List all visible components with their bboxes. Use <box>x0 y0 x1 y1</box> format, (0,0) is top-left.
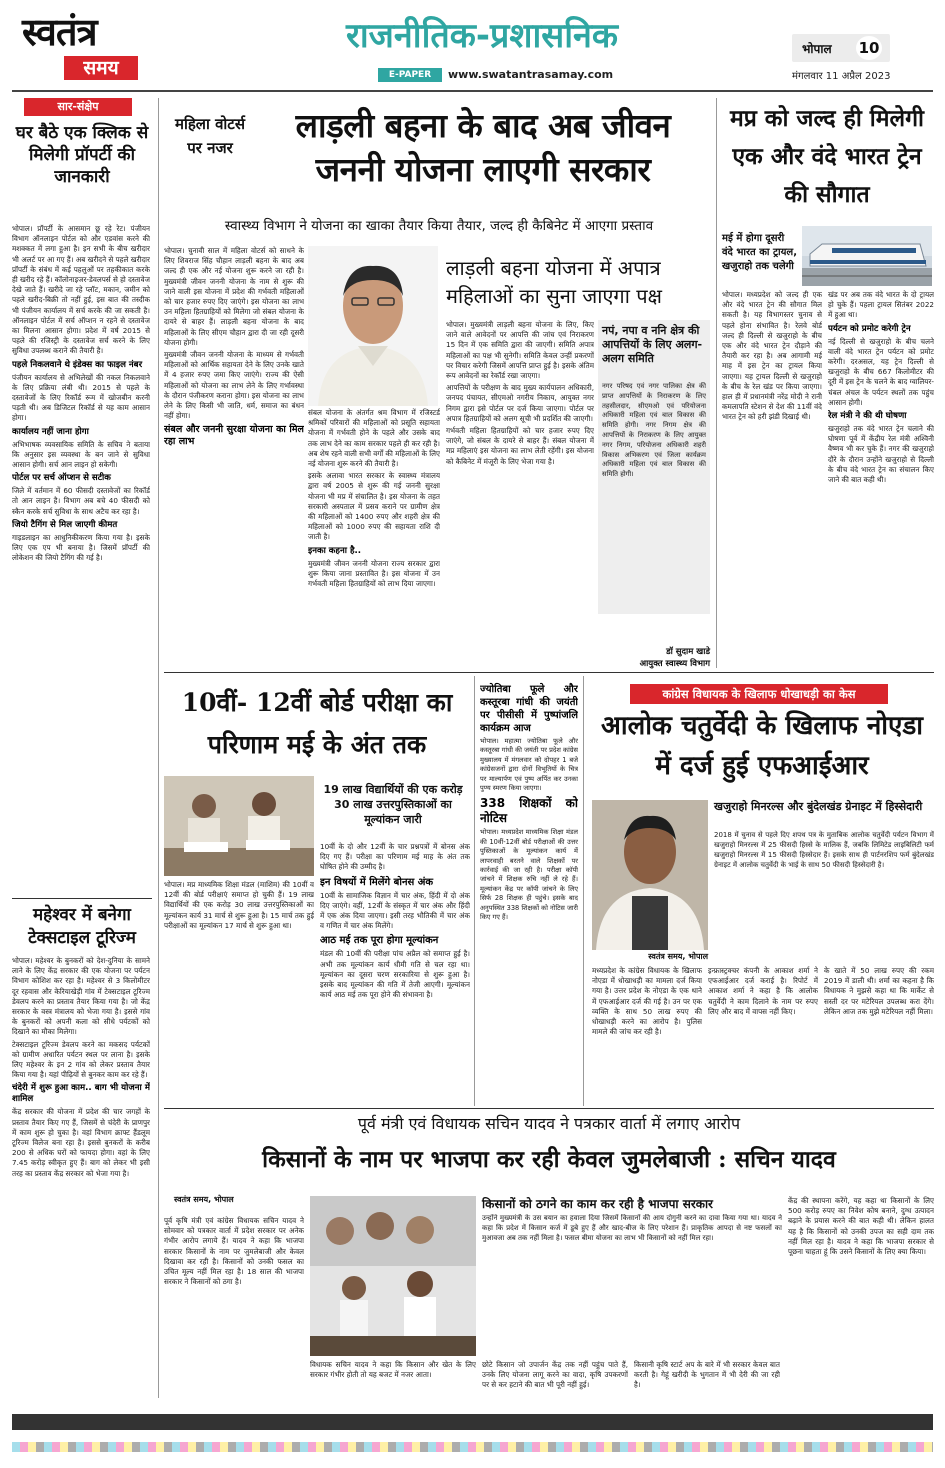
lead-col-1 <box>164 246 304 666</box>
left-sub-1: पहले निकलवाने थे इंडेक्स का फाइल नंबर <box>12 359 143 370</box>
lead-body-2: मुख्यमंत्री जीवन जननी योजना के माध्यम से गर्भवती महिलाओं को आर्थिक सहायता देने के लिए उनके खाते में 4 हजार रुपए जमा किए जाएंगे। राज्य की ऐसी महिलाओं को योजना का लाभ लेने के लिए गर्भावस्था के दौरान पंजीकरण कराना होगा। इस योजना का लाभ लेने के लिए किसी भी जाति, धर्म, समाज का बंधन नहीं होगा। <box>164 350 304 421</box>
left-body-2: पंजीयन कार्यालय से अभिलेखों की नकल निकलवाने के लिए प्रक्रिया लंबी थी। 2015 से पहले के दस्तावेजों के लिए रिकॉर्ड रूम में खोजबीन करनी पड़ती थी। अब डिजिटल रिकॉर्ड से यह काम आसान होगा। <box>12 372 150 423</box>
lead-headline: लाड़ली बहना के बाद अब जीवन जननी योजना लाएगी सरकार <box>295 106 671 189</box>
board-headline: 10वीं- 12वीं बोर्ड परीक्षा का परिणाम मई के अंत तक <box>181 688 453 759</box>
sachin-body-4: किसानी कृषि स्टार्ट अप के बारे में भी सरकार केवल बात करती है। गेहूं खरीदी के भुगतान में भी देरी की जा रही है। <box>634 1360 780 1390</box>
jyoti-sub: 338 शिक्षकों को नोटिस <box>480 796 578 826</box>
lead-body-3: संबल योजना के अंतर्गत श्रम विभाग में रजिस्टर्ड श्रमिकों परिवारों की महिलाओं को प्रसूति सहायता योजना में गर्भवती होने के पहले और उसके बाद तक लाभ देने का काम सरकार पहले ही कर रही है। अब शेष रहने वाली सभी वर्गों की महिलाओं के लिए नई योजना शुरू करने की तैयारी है। <box>308 408 440 469</box>
train-photo <box>802 226 932 286</box>
jyoti-headline: ज्योतिबा फूले और कस्तूरबा गांधी की जयंती पर पीसीसी में पुष्पांजलि कार्यक्रम आज <box>480 684 578 734</box>
lead-body-4: इसके अलावा भारत सरकार के स्वास्थ्य मंत्रालय द्वारा वर्ष 2005 से शुरू की गई जननी सुरक्षा योजना भी मप्र में संचालित है। इस योजना के तहत सरकारी अस्पताल में प्रसव कराने पर ग्रामीण क्षेत्र की महिलाओं को 1400 रुपए और शहरी क्षेत्र की महिलाओं को 1000 रुपए की सहायता राशि दी जाती है। <box>308 471 440 542</box>
board-rule <box>474 676 475 1106</box>
board-col-right <box>320 842 470 1106</box>
masthead <box>0 0 945 96</box>
lead-body-5: मुख्यमंत्री जीवन जननी योजना राज्य सरकार द्वारा शुरू किया जाना प्रस्तावित है। इस योजना में उन गर्भवती महिला हितग्राहियों को लाभ दिया जाएगा। <box>308 558 440 589</box>
left-body-7: टेक्सटाइल टूरिज्म डेवलप करने का मकसद पर्यटकों को ग्रामीण अधारित पर्यटन स्थल पर लाना है। इसके लिए महेश्वर के इन 2 गांव को लेकर प्रस्ताव तैयार किया गया है। यहां पीढ़ियों से बुनकर काम कर रहे हैं। <box>12 1039 150 1080</box>
press-conference-icon <box>310 1196 476 1356</box>
date: मंगलवार 11 अप्रैल 2023 <box>792 71 891 82</box>
left-headline-2: महेश्वर में बनेगा टेक्सटाइल टूरिज्म <box>28 905 136 948</box>
left-sub-3: पोर्टल पर सर्च ऑप्शन से सटीक <box>12 473 111 484</box>
left-sub-5: चंदेरी में शुरू हुआ काम.. बाग भी योजना में शामिल <box>12 1083 150 1105</box>
mid-rule <box>164 672 934 673</box>
board-body-3: भोपाल। मप्र माध्यमिक शिक्षा मंडल (माशिम) की 10वीं व 12वीं की बोर्ड परीक्षाएं समाप्त हो चुकी हैं। 19 लाख विद्यार्थियों की एक करोड़ 30 लाख उत्तरपुस्तिकाओं का मूल्यांकन कार्य 31 मार्च से शुरू हुआ है। 15 मार्च तक हुई परीक्षाओं का मूल्यांकन 17 मार्च से शुरू हुआ था। <box>164 880 314 930</box>
ladli-body-1: भोपाल। मुख्यमंत्री लाड़ली बहना योजना के लिए, किए जाने वाले आवेदनों पर आपत्ति की जांच एवं निराकरण 15 दिन में एक समिति द्वारा की जाएगी। समिति अपात्र महिलाओं का पक्ष भी सुनेगी। समिति केवल उन्हीं प्रकरणों पर विचार करेगी जिसमें आपत्ति प्राप्त हुई है। इसके अंतिम रूप आवेदनों का रेकॉर्ड रखा जाएगा। <box>446 320 594 381</box>
city-page-box <box>792 34 890 62</box>
masthead-rule <box>12 90 933 92</box>
alok-photo-caption: स्वतंत्र समय, भोपाल <box>648 952 708 961</box>
train-photo-caption: मई में होगा दूसरी वंदे भारत का ट्रायल, खजुराहो तक चलेगी <box>722 233 798 272</box>
jyoti-body-1: भोपाल। महात्मा ज्योतिबा फूले और कस्तूरबा गांधी की जयंती पर प्रदेश कांग्रेस मुख्यालय में मंगलवार को दोपहर 1 बजे कांग्रेसजनों द्वारा दोनों विभूतियों के चित्र पर माल्यार्पण एवं पुष्प अर्पित कर उनका पुण्य स्मरण किया जाएगा। <box>480 737 578 793</box>
sachin-col-1 <box>164 1216 304 1400</box>
logo-bottom: समय <box>64 56 138 80</box>
ladli-headline: लाड़ली बहना योजना में अपात्र महिलाओं का सुना जाएगा पक्ष <box>446 256 662 308</box>
board-body-2: 10वीं के सामाजिक विज्ञान में चार अंक, हिंदी में दो अंक दिए जाएंगे। वहीं, 12वीं के संस्कृत में चार अंक और हिंदी में एक अंक दिया जाएगा। इसी तरह भौतिकी में चार अंक व गणित में चार अंक मिलेंगे। <box>320 890 470 931</box>
ladli-box-head: नपं, नपा व ननि क्षेत्र की आपत्तियों के लिए अलग-अलग समिति <box>602 324 703 365</box>
alok-body-3: इन्फ्रास्ट्रक्चर कंपनी के आकाश शर्मा ने एफआईआर दर्ज कराई है। रिपोर्ट में आकाश शर्मा ने कहा है कि आलोक चतुर्वेदी ने काम दिलाने के नाम पर रुपए लिए और बाद में वापस नहीं किए। <box>708 966 818 1016</box>
cm-portrait <box>308 246 438 406</box>
train-body-2: खंड पर अब तक वंदे भारत के दो ट्रायल हो चुके हैं। पहला ट्रायल सितंबर 2022 में हुआ था। <box>828 290 934 320</box>
left-body-6: भोपाल। महेश्वर के बुनकरों को देश-दुनिया के सामने लाने के लिए केंद्र सरकार की एक योजना पर पर्यटन विभाग कोशिश कर रहा है। महेश्वर से 3 किलोमीटर दूर रहवास और केरियाखेड़ी गांव में टेक्सटाइल टूरिज्म डेवलप करने का प्रस्ताव तैयार किया गया है। जो केंद्र सरकार के वस्त्र मंत्रालय को भेजा गया है। इससे गांव के बुनकरों को अपनी कला को सीधे पर्यटकों को दिखाने का मौका मिलेगा। <box>12 956 150 1037</box>
left-column <box>12 98 152 1398</box>
alok-kicker: कांग्रेस विधायक के खिलाफ धोखाधड़ी का केस <box>630 684 888 704</box>
sachin-kicker: पूर्व मंत्री एवं विधायक सचिन यादव ने पत्रकार वार्ता में लगाए आरोप <box>357 1114 741 1133</box>
sachin-body-1: पूर्व कृषि मंत्री एवं कांग्रेस विधायक सचिन यादव ने सोमवार को पत्रकार वार्ता में प्रदेश सरकार पर अनेक गंभीर आरोप लगाये हैं। यादव ने कहा कि भाजपा सरकार किसानों के नाम पर जुमलेबाजी और केवल दिखावा कर रही है। किसानों को उनकी फसल का उचित मूल्य नहीं मिल रहा है। 18 साल की भाजपा सरकार ने किसानों को ठगा है। <box>164 1216 304 1287</box>
alok-col-3 <box>824 966 934 1106</box>
lead-body-1: भोपाल। चुनावी साल में महिला वोटर्स को साधने के लिए शिवराज सिंह चौहान लाड़ली बहना के बाद अब जल्द ही एक और नई योजना शुरू करने जा रही है। मुख्यमंत्री जीवन जननी योजना के नाम से शुरू की जाने वाली इस योजना में प्रदेश की गर्भवती महिलाओं को चार हजार रुपए दिए जाएंगे। इस योजना का लाभ उन महिला हितग्राहियों को मिलेगा जो संबल योजना के दायरे से बाहर हैं। लाड़ली बहना योजना के बाद महिलाओं के लिए सीएम चौहान द्वारा दी जा रही दूसरी योजना होगी। <box>164 246 304 347</box>
lead-sub-1: संबल और जननी सुरक्षा योजना का मिल रहा लाभ <box>164 424 304 448</box>
board-sub-1: इन विषयों में मिलेंगे बोनस अंक <box>320 876 434 888</box>
person-portrait-icon <box>592 800 708 950</box>
exam-photo <box>164 776 314 876</box>
ladli-body-2: आपत्तियों के परीक्षण के बाद मुख्य कार्यपालन अधिकारी, जनपद पंचायत, सीएमओ नगरीय निकाय, आयुक्त नगर निगम द्वारा इसे पोर्टल पर दर्ज किया जाएगा। पोर्टल पर अपात्र हितग्राहियों को अलग सूची भी प्रदर्शित की जाएगी। <box>446 383 594 423</box>
alok-body-2: मध्यप्रदेश के कांग्रेस विधायक के खिलाफ नोएडा में धोखाधड़ी का मामला दर्ज किया गया है। उत्तर प्रदेश के नोएडा के एक थाने में एफआईआर दर्ज की गई है। उन पर एक व्यक्ति के साथ 50 लाख रुपए की धोखाधड़ी करने का आरोप है। पुलिस मामले की जांच कर रही है। <box>592 966 702 1037</box>
left-body-lower <box>12 956 150 1396</box>
quote-role: आयुक्त स्वास्थ्य विभाग <box>639 659 710 669</box>
train-col-2 <box>828 290 934 668</box>
page-number: 10 <box>856 36 882 60</box>
train-icon <box>802 226 932 286</box>
board-body-4: मंडल की 10वीं की परीक्षा पांच अप्रैल को समाप्त हुई है। अभी तक मूल्यांकन कार्य धीमी गति से चल रहा था। मूल्यांकन का दूसरा चरण सरकारिया से शुरू हुआ है। इसके बाद मूल्यांकन की गति में तेजी आएगी। मूल्यांकन कार्य आठ मई तक पूरा होने की संभावना है। <box>320 949 470 1000</box>
alok-col-2 <box>708 966 818 1106</box>
ladli-col-1 <box>446 320 594 668</box>
press-conference-photo <box>310 1196 476 1356</box>
lead-kicker: महिला वोटर्स पर नजर <box>174 115 246 157</box>
train-body-1: भोपाल। मध्यप्रदेश को जल्द ही एक और वंदे भारत ट्रेन की सौगात मिल सकती है। यह विभागस्तर चुनाव से पहले होना संभावित है। रेलवे बोर्ड जल्द ही दिल्ली से खजुराहो के बीच एक और वंदे भारत ट्रेन दौड़ाने की तैयारी कर रहा है। अब आगामी मई माह में इस ट्रेन का ट्रायल किया जाएगा। यह ट्रायल दिल्ली से खजुराहो के बीच के रेल खंड पर किया जाएगा। हाल ही में प्रधानमंत्री नरेंद्र मोदी ने रानी कमलापति स्टेशन से देश की 11वीं वंदे भारत ट्रेन को हरी झंडी दिखाई थी। <box>722 290 822 422</box>
quote-name: डॉ सुदाम खाडे <box>666 647 710 657</box>
left-body-1: भोपाल। प्रॉपर्टी के आसमान छू रहे रेट। पंजीयन विभाग ऑनलाइन पोर्टल को और एडवांस करने की मशक्कत में लगा हुआ है। इन सभी के बीच खरीदार भी अलर्ट पर आ गए हैं। अब खरीदने से पहले खरीदार प्रॉपर्टी के संबंध में कई पहलुओं पर तहकीकात करके ही खरीद रहे हैं। कॉलोनाइजर-डेवलपर्स से हो दस्तावेज देखे जाते हैं। खरीदे जा रहे प्लॉट, मकान, जमीन को पहले खरीद-बिक्री तो नहीं हुई, इस बात की तस्दीक भी पंजीयन कार्यालय में सर्च करके की जा सकती है। ऑनलाइन पोर्टल में सर्च ऑप्शन न रहने से दस्तावेज का मिलना आसान होगा। प्रदेश में वर्ष 2015 से पहले की रजिस्ट्री के दस्तावेज सर्च करने के लिए सुविधा उपलब्ध कराने की तैयारी है। <box>12 224 150 356</box>
lead-col-2 <box>308 408 440 670</box>
left-headline: घर बैठे एक क्लिक से मिलेगी प्रॉपर्टी की जानकारी <box>15 123 149 187</box>
alok-col-1 <box>592 966 702 1106</box>
train-sub-2: रेल मंत्री ने की थी घोषणा <box>828 411 907 422</box>
board-body-1: 10वीं के दो और 12वीं के चार प्रश्नपत्रों में बोनस अंक दिए गए हैं। परीक्षा का परिणाम मई माह के अंत तक घोषित होने की उम्मीद है। <box>320 842 470 872</box>
jyoti-body-2: भोपाल। मध्यप्रदेश माध्यमिक शिक्षा मंडल की 10वीं-12वीं बोर्ड परीक्षाओं की उत्तर पुस्तिकाओं के मूल्यांकन कार्य में लापरवाही बरतने वाले शिक्षकों पर कार्रवाई की जा रही है। परीक्षा कॉपी जांचने में शिक्षक रुचि नहीं ले रहे हैं। मूल्यांकन केंद्र पर कॉपी जांचने के लिए सिर्फ 28 शिक्षक ही पहुंचे। इसके बाद अनुपस्थित 338 शिक्षकों को नोटिस जारी किए गए हैं। <box>480 828 578 922</box>
sachin-body-3: छोटे किसान जो उपार्जन केंद्र तक नहीं पहुंच पाते हैं, उनके लिए योजना लागू करने का वादा, कृषि उपकरणों पर से कर हटाने की बात भी पूरी नहीं हुई। <box>482 1360 628 1390</box>
alok-body-4: के खाते में 50 लाख रुपए की रकम 2019 में डाली थी। शर्मा का कहना है कि विधायक ने मुझसे कहा था कि मार्केट से सस्ती दर पर मटेरियल उपलब्ध करा देंगे। लेकिन आज तक मुझे मटेरियल नहीं मिला। <box>824 966 934 1016</box>
sachin-body-5: केंद्र की स्थापना करेंगे, यह कहा था किसानों के लिए 500 करोड़ रुपए का निवेश कोष बनाने, दुग्ध उत्पादन बढ़ाने के प्रयास करने की बात कही थी। लेकिन हालत यह है कि किसानों को उनकी उपज का सही दाम तक नहीं मिल रहा है। यादव ने कहा कि भाजपा सरकार से पूछना चाहता हूं कि उसने किसानों के लिए क्या किया। <box>788 1196 934 1257</box>
sachin-col-4 <box>634 1360 780 1400</box>
train-body-3: नई दिल्ली से खजुराहो के बीच चलने वाली वंदे भारत ट्रेन पर्यटन को प्रमोट करेगी। दरअसल, यह ट्रेन दिल्ली से खजुराहो के बीच 667 किलोमीटर की दूरी में इस ट्रेन के चलने के बाद ग्वालियर-चंबल अंचल के पर्यटन स्थलों तक पहुंच आसान होगी। <box>828 336 934 407</box>
ladli-box-body: नगर परिषद एवं नगर पालिका क्षेत्र की प्राप्त आपत्तियों के निराकरण के लिए तहसीलदार, सीएमओ एवं परियोजना अधिकारी महिला एवं बाल विकास की समिति होगी। नगर निगम क्षेत्र की आपत्तियों के निराकरण के लिए आयुक्त नगर निगम, परियोजना अधिकारी शहरी विकास अभिकरण एवं जिला कार्यक्रम अधिकारी महिला एवं बाल विकास की समिति होगी। <box>602 382 706 479</box>
bottom-story-rule <box>164 1108 934 1109</box>
sachin-byline: स्वतंत्र समय, भोपाल <box>174 1195 234 1204</box>
sachin-col-5 <box>788 1196 934 1400</box>
left-sub-4: जियो टैगिंग से मिल जाएगी कीमत <box>12 519 118 530</box>
website[interactable]: www.swatantrasamay.com <box>448 68 614 81</box>
board-sub-2: आठ मई तक पूरा होगा मूल्यांकन <box>320 935 439 947</box>
left-body-8: केंद्र सरकार की योजना में प्रदेश की चार जगहों के प्रस्ताव तैयार किए गए हैं, जिसमें से चंदेरी के प्राणपुर में काम शुरू हो चुका है। वहां विभाग क्राफ्ट हैंडलूम टूरिज्म विलेज बना रहा है। इससे बुनकरों के करीब 200 से अधिक घरों को फायदा होगा। वहां के लिए 7.45 करोड़ स्वीकृत हुए हैं। बाग को लेकर भी इसी तरह का प्रस्ताव केंद्र सरकार को भेजा गया है। <box>12 1107 150 1178</box>
left-body-5: गाइडलाइन का आधुनिकीकरण किया गया है। इसके लिए एक एप भी बनाया है। जिसमें प्रॉपर्टी की लोकेशन की जियो टैगिंग की गई है। <box>12 532 150 563</box>
alok-headline: आलोक चतुर्वेदी के खिलाफ नोएडा में दर्ज हुई एफआईआर <box>601 711 923 781</box>
sachin-col-3 <box>482 1360 628 1400</box>
section-title: राजनीतिक-प्रशासनिक <box>345 16 619 56</box>
jyoti-rule <box>583 676 584 1106</box>
students-exam-icon <box>164 776 314 876</box>
footer-bar <box>12 1414 933 1430</box>
train-headline: मप्र को जल्द ही मिलेगी एक और वंदे भारत ट्रेन की सौगात <box>729 105 925 208</box>
epaper-label: E-PAPER <box>378 68 442 82</box>
lead-sub-2: इनका कहना है.. <box>308 545 362 556</box>
city: भोपाल <box>802 42 832 56</box>
board-col-left <box>164 880 314 1106</box>
color-strip <box>12 1442 933 1452</box>
train-sub-1: पर्यटन को प्रमोट करेगी ट्रेन <box>828 323 911 334</box>
left-body-4: जिले में वर्तमान में 60 फीसदी दस्तावेजों का रिकॉर्ड तो आन लाइन है। विभाग अब बचे 40 फीसदी को स्कैन करके सर्च सुविधा के साथ अटैच कर रहा है। <box>12 486 150 516</box>
sachin-box <box>482 1196 782 1356</box>
alok-photo <box>592 800 708 950</box>
sachin-body-2: विधायक सचिन यादव ने कहा कि किसान और खेत के लिए सरकार गंभीर होती तो यह बजट में नजर आता। <box>310 1360 476 1380</box>
lead-subhead: स्वास्थ्य विभाग ने योजना का खाका तैयार किया तैयार, जल्द ही कैबिनेट में आएगा प्रस्ताव <box>224 218 654 234</box>
sachin-headline: किसानों के नाम पर भाजपा कर रही केवल जुमलेबाजी : सचिन यादव <box>262 1146 836 1173</box>
alok-body-1: 2018 में चुनाव से पहले दिए शपथ पत्र के मुताबिक आलोक चतुर्वेदी पर्यटन विभाग में खजुराहो मिनरल्स में 25 फीसदी हिस्से के मालिक हैं, जबकि लिमिटेड लाइबिलिटी फर्म खजुराहो मिनरल्स में 15 फीसदी हिस्सेदार हैं। इसके साथ ही पार्टनरशिप फर्म बुंदेलखंड ग्रेनाइट में आलोक चतुर्वेदी के भाई के साथ 50 फीसदी हिस्सेदारी है। <box>714 831 934 869</box>
alok-sub: खजुराहो मिनरल्स और बुंदेलखंड ग्रेनाइट में हिस्सेदारी <box>714 800 923 813</box>
lead-right-rule <box>716 98 717 668</box>
left-body-3: अभिभाषक व्यवसायिक समिति के सचिव ने बताया कि अनुसार इस व्यवस्था के बन जाने से सुविधा आसान होगी। सर्च आन लाइन हो सकेगी। <box>12 439 150 470</box>
left-col-rule <box>158 98 159 1398</box>
ladli-body-3: गर्भवती महिला हितग्राहियों को चार हजार रुपए दिए जाएंगे, जो संबल के दायरे से बाहर हैं। संबल योजना में मप्र महिलाएं इस योजना का लाभ लेती रहेंगी। इस योजना को कैबिनेट में मंजूरी के लिए भेजा गया है। <box>446 426 594 466</box>
ladli-box <box>598 320 710 614</box>
left-sub-2: कार्यालय नहीं जाना होगा <box>12 426 89 437</box>
jyoti-column <box>480 680 578 1106</box>
logo-top: स्वतंत्र <box>22 9 97 54</box>
person-portrait-icon <box>308 246 438 406</box>
train-body-4: खजुराहो तक वंदे भारत ट्रेन चलाने की घोषणा पूर्व में केंद्रीय रेल मंत्री अश्विनी वैष्णव भी कर चुके हैं। नगर की खजुराहो दौरे के दौरान उन्होंने खजुराहो से दिल्ली के बीच वंदे भारत ट्रेन का संचालन किए जाने की बात कही थी। <box>828 424 934 485</box>
train-col-1 <box>722 290 822 668</box>
sachin-box-body: उन्होंने मुख्यमंत्री के उस बयान का हवाला दिया जिसमें किसानों की आय दोगुनी करने का दावा किया गया था। यादव ने कहा कि प्रदेश में किसान कर्ज में डूबे हुए हैं और खाद-बीज के लिए परेशान हैं। प्राकृतिक आपदा से नष्ट फसलों का मुआवजा अब तक नहीं मिला है। फसल बीमा योजना का लाभ भी किसानों को नहीं मिल रहा। <box>482 1214 782 1242</box>
sachin-box-head: किसानों को ठगने का काम कर रही है भाजपा सरकार <box>482 1197 713 1211</box>
left-body <box>12 224 150 994</box>
left-divider <box>12 898 152 899</box>
section-label: सार-संक्षेप <box>24 98 132 116</box>
board-tag: 19 लाख विद्यार्थियों की एक करोड़ 30 लाख उत्तरपुस्तिकाओं का मूल्यांकन जारी <box>323 783 463 826</box>
